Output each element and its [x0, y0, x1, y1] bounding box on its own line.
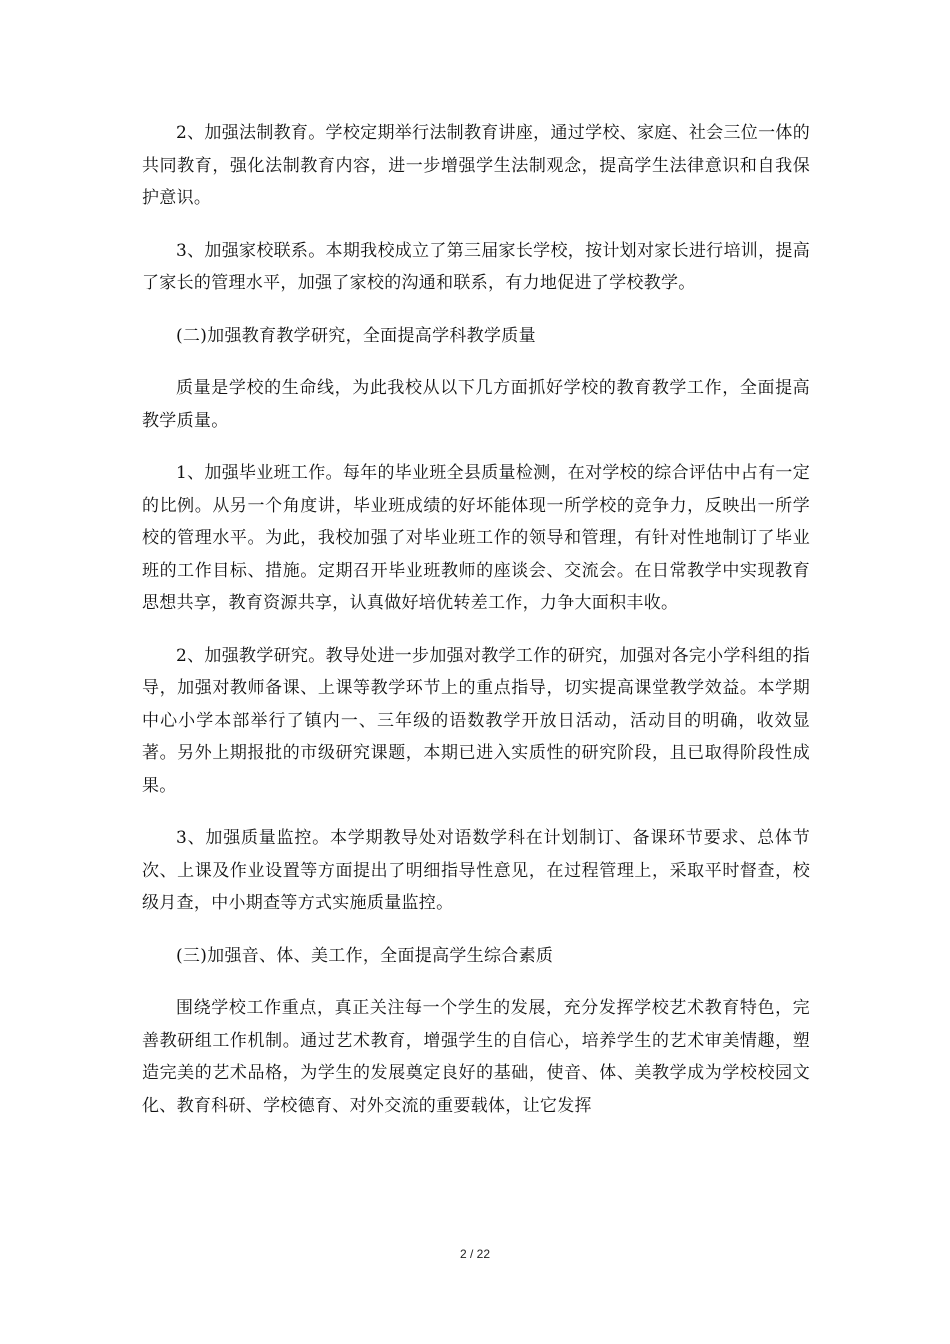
- paragraph-graduating-class: 1、加强毕业班工作。每年的毕业班全县质量检测，在对学校的综合评估中占有一定的比例。从另一个角度讲，毕业班成绩的好坏能体现一所学校的竞争力，反映出一所学校的管理水平。为此，我校加强了对毕业班工作的领导和管理，有针对性地制订了毕业班的工作目标、措施。定期召开毕业班教师的座谈会、交流会。在日常教学中实现教育思想共享，教育资源共享，认真做好培优转差工作，力争大面积丰收。: [142, 463, 810, 613]
- page-number: 2 / 22: [459, 1247, 491, 1261]
- paragraph-home-school-contact: 3、加强家校联系。本期我校成立了第三届家长学校，按计划对家长进行培训，提高了家长的管理水平，加强了家校的沟通和联系，有力地促进了学校教学。: [142, 240, 810, 293]
- paragraph-quality-intro: 质量是学校的生命线，为此我校从以下几方面抓好学校的教育教学工作，全面提高教学质量。: [142, 378, 810, 431]
- paragraph-teaching-research: 2、加强教学研究。教导处进一步加强对教学工作的研究，加强对各完小学科组的指导，加强对教师备课、上课等教学环节上的重点指导，切实提高课堂教学效益。本学期中心小学本部举行了镇内一、三年级的语数教学开放日活动，活动目的明确，收效显著。另外上期报批的市级研究课题，本期已进入实质性的研究阶段，且已取得阶段性成果。: [142, 645, 810, 796]
- paragraph-quality-monitoring: 3、加强质量监控。本学期教导处对语数学科在计划制订、备课环节要求、总体节次、上课及作业设置等方面提出了明细指导性意见，在过程管理上，采取平时督查，校级月查，中小期查等方式实施质量监控。: [142, 828, 810, 913]
- paragraph-legal-education: 2、加强法制教育。学校定期举行法制教育讲座，通过学校、家庭、社会三位一体的共同教育，强化法制教育内容，进一步增强学生法制观念，提高学生法律意识和自我保护意识。: [142, 123, 810, 208]
- section-heading-arts-sports: (三)加强音、体、美工作，全面提高学生综合素质: [176, 945, 554, 966]
- paragraph-arts-education: 围绕学校工作重点，真正关注每一个学生的发展，充分发挥学校艺术教育特色，完善教研组工作机制。通过艺术教育，增强学生的自信心，培养学生的艺术审美情趣，塑造完美的艺术品格，为学生的发展奠定良好的基础，使音、体、美教学成为学校校园文化、教育科研、学校德育、对外交流的重要载体，让它发挥: [142, 998, 810, 1116]
- section-heading-teaching-research: (二)加强教育教学研究，全面提高学科教学质量: [176, 325, 536, 346]
- document-body: [142, 117, 810, 1142]
